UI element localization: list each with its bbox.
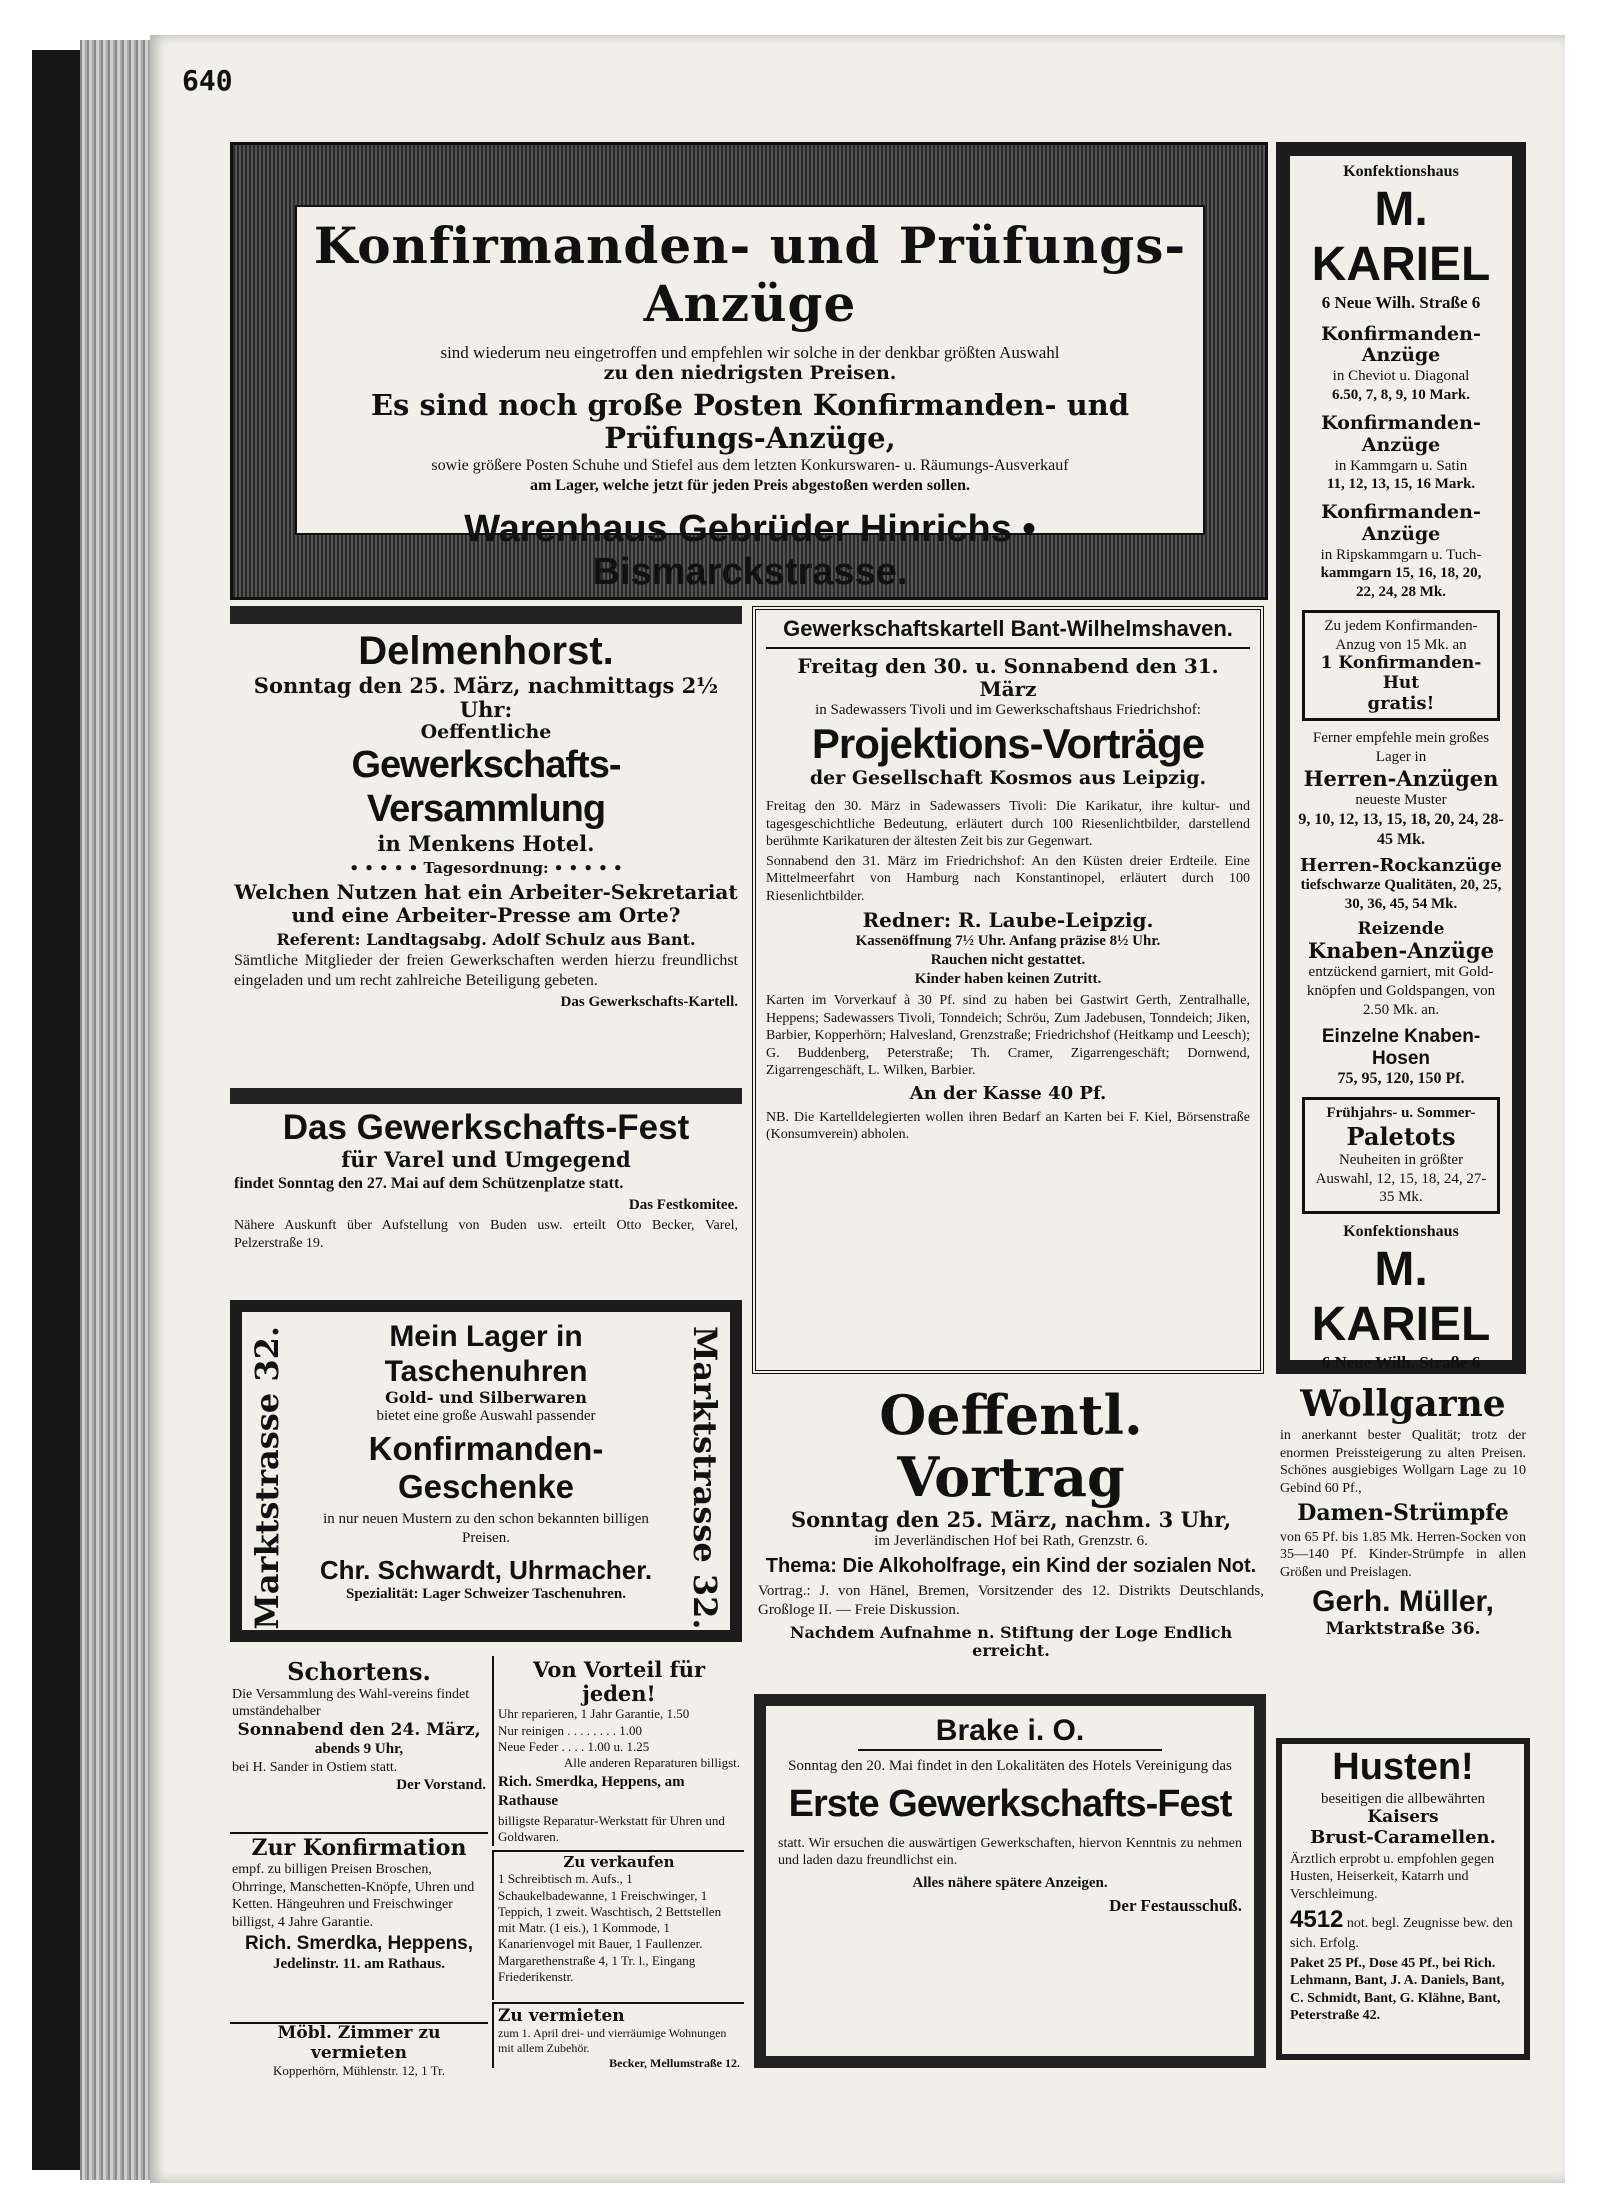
husten-text: Paket 25 Pf., Dose 45 Pf., bei Rich. Lehmann, Bant, J. A. Daniels, Bant, C. Schmidt, Bant, G. Klähne, Bant, Peterstraße 42. <box>1290 1955 1505 2024</box>
kartell-text: NB. Die Kartelldelegierten wollen ihren Bedarf an Karten bei F. Kiel, Börsenstraße (Konsumverein) abholen. <box>766 1109 1250 1143</box>
fest-title: Das Gewerkschafts-Fest <box>282 1108 690 1147</box>
ad-zimmer <box>230 2022 488 2079</box>
kariel-name: M. KARIEL <box>1311 1243 1491 1352</box>
kariel-house: Konfektionshaus <box>1343 163 1459 180</box>
schortens-text: abends 9 Uhr, <box>314 1741 404 1758</box>
verkauf-title: Zu verkaufen <box>563 1853 675 1871</box>
kariel-item: Einzelne Knaben-Hosen <box>1321 1025 1481 1069</box>
delmenhorst-title: Delmenhorst. <box>358 629 614 673</box>
wolle-item: Damen-Strümpfe <box>1297 1500 1509 1527</box>
kartell-text: Karten im Vorverkauf à 30 Pf. sind zu haben bei Gastwirt Gerth, Zentralhalle, Heppens; Sadewassers Tivoli, Tonndeich; Schröu, Zum Jadebusen, Tonndeich; Jiken, Barbier, Kopperhörn; Halvesland, Grenzstraße; Friedrichshof (Heitkamp und Leesch); G. Buddenberg, Peterstraße; Th. Cramer, Zigarrengeschäft; Dornwend, Zigarrengeschäft, L. Wilken, Barbier. <box>766 993 1250 1079</box>
delmenhorst-date: Sonntag den 25. März, nachmittags 2½ Uhr: <box>253 673 719 723</box>
husten-text: Kaisers <box>1367 1807 1439 1828</box>
vortrag-title: Oeffentl. Vortrag <box>879 1383 1143 1510</box>
vorteil-row: billigste Reparatur-Werkstatt für Uhren und Goldwaren. <box>498 1812 725 1845</box>
kariel-gratis-box <box>1302 610 1500 721</box>
delmenhorst-text: Referent: Landtagsabg. Adolf Schulz aus Bant. <box>276 929 696 949</box>
kartell-head: Gewerkschaftskartell Bant-Wilhelmshaven. <box>766 616 1250 649</box>
vortrag-date: Sonntag den 25. März, nachm. 3 Uhr, <box>790 1507 1232 1533</box>
ad-hinrichs-title: Konfirmanden- und Prüfungs-Anzüge <box>313 216 1187 333</box>
page-number: 640 <box>182 64 233 97</box>
kariel-price: 11, 12, 13, 15, 16 Mark. <box>1326 476 1476 493</box>
kartell-text: Kinder haben keinen Zutritt. <box>914 970 1102 987</box>
schwardt-side-right: Marktstrasse 32. <box>686 1326 724 1630</box>
wolle-addr: Marktstraße 36. <box>1325 1618 1481 1639</box>
schwardt-text: in nur neuen Mustern zu den schon bekannten billigen Preisen. <box>323 1511 649 1546</box>
verkauf-text: 1 Schreibtisch m. Aufs., 1 Schaukelbadewanne, 1 Freischwinger, 1 Teppich, 1 zweit. Waschtisch, 2 Bettstellen mit Matr. (1 eis.), 1 Kommode, 1 Kanarienvogel mit Bauer, 1 Faullenzer. Margarethenstraße 4, 1 Tr. l., Eingang Friederikenstr. <box>498 1871 722 1984</box>
husten-text: Brust-Caramellen. <box>1310 1826 1496 1848</box>
schwardt-name: Chr. Schwardt, Uhrmacher. <box>319 1554 653 1585</box>
husten-title: Husten! <box>1332 1746 1474 1788</box>
ad-fest-varel <box>230 1088 742 1294</box>
kariel-box-text: 1 Konfirmanden-Hut <box>1320 653 1482 693</box>
husten-text: not. begl. Zeugnisse bew. den sich. Erfolg. <box>1290 1916 1513 1952</box>
kariel-item: Reizende <box>1357 918 1445 939</box>
schortens-sig: Der Vorstand. <box>396 1777 486 1794</box>
konfirm-addr: Jedelinstr. 11. am Rathaus. <box>273 1956 445 1973</box>
ad-delmenhorst <box>230 606 742 1086</box>
kariel-item: Konfirmanden-Anzüge <box>1321 322 1481 367</box>
vortrag-loc: im Jeverländischen Hof bei Rath, Grenzstr. 6. <box>874 1533 1148 1550</box>
wolle-title: Wollgarne <box>1300 1383 1506 1425</box>
husten-text: Ärztlich erprobt u. empfohlen gegen Husten, Heiserkeit, Katarrh und Verschleimung. <box>1290 1851 1495 1902</box>
kartell-date: Freitag den 30. u. Sonnabend den 31. März <box>797 654 1219 702</box>
kartell-loc: in Sadewassers Tivoli und im Gewerkschaftshaus Friedrichshof: <box>815 702 1201 719</box>
kariel-item: Konfirmanden-Anzüge <box>1321 411 1481 456</box>
husten-text: beseitigen die allbewährten <box>1320 1790 1486 1807</box>
kartell-kasse: An der Kasse 40 Pf. <box>909 1082 1107 1104</box>
schortens-text: Sonnabend den 24. März, <box>237 1719 481 1740</box>
brake-text: statt. Wir ersuchen die auswärtigen Gewerkschaften, hiervon Kenntnis zu nehmen und laden dazu freundlichst ein. <box>778 1835 1242 1869</box>
kartell-text: Kassenöffnung 7½ Uhr. Anfang präzise 8½ Uhr. <box>855 933 1161 950</box>
kariel-item: Herren-Rockanzüge <box>1300 854 1502 876</box>
konfirm-title: Zur Konfirmation <box>251 1835 467 1861</box>
ad-hinrichs-line: Es sind noch große Posten Konfirmanden- und Prüfungs-Anzüge, <box>370 388 1130 456</box>
ad-kartell <box>752 606 1264 1374</box>
schwardt-title: Mein Lager in Taschenuhren <box>384 1320 588 1388</box>
kartell-text: Freitag den 30. März in Sadewassers Tivoli: Die Karikatur, ihre kultur- und tagesgeschichtliche Bedeutung, erläutert durch 100 Riesenlichtbilder, darstellend berühmte Karikaturen der ältesten Zeit bis zur Gegenwart. <box>766 799 1250 850</box>
vortrag-after: Nachdem Aufnahme n. Stiftung der Loge Endlich erreicht. <box>789 1622 1233 1660</box>
vorteil-row: Nur reinigen . . . . . . . . 1.00 <box>498 1722 643 1738</box>
ad-hinrichs-line: am Lager, welche jetzt für jeden Preis abgestoßen werden sollen. <box>529 476 971 494</box>
kariel-name: M. KARIEL <box>1311 183 1491 292</box>
schwardt-text: Gold- und Silberwaren <box>385 1388 587 1407</box>
ad-schortens <box>230 1656 488 1828</box>
kariel-text: entzückend garniert, mit Gold-knöpfen und Goldspangen, von 2.50 Mk. an. <box>1306 964 1496 1018</box>
schwardt-big: Konfirmanden-Geschenke <box>368 1430 604 1506</box>
ad-vermieten <box>492 2002 744 2068</box>
vermieten-text: zum 1. April drei- und vierräumige Wohnungen mit allem Zubehör. <box>498 2026 727 2055</box>
kariel-box-text: Paletots <box>1346 1122 1456 1152</box>
vortrag-thema: Thema: Die Alkoholfrage, ein Kind der sozialen Not. <box>765 1555 1257 1578</box>
delmenhorst-text: Oeffentliche <box>420 721 552 744</box>
ad-hinrichs-line: zu den niedrigsten Preisen. <box>603 362 897 385</box>
kariel-box-text: Frühjahrs- u. Sommer- <box>1326 1105 1476 1122</box>
kariel-addr: 6 Neue Wilh. Straße 6 <box>1321 1353 1481 1373</box>
kariel-text: Lager in <box>1375 748 1427 765</box>
kariel-item: in Cheviot u. Diagonal <box>1332 368 1470 385</box>
brake-title: Brake i. O. <box>858 1714 1162 1751</box>
ad-brake <box>754 1694 1266 2068</box>
vorteil-row: Uhr reparieren, 1 Jahr Garantie, 1.50 <box>498 1706 690 1722</box>
ad-hinrichs-footer: Warenhaus Gebrüder Hinrichs • Bismarckstrasse. <box>464 507 1036 594</box>
kariel-price: 22, 24, 28 Mk. <box>1356 584 1446 601</box>
delmenhorst-big: Gewerkschafts-Versammlung <box>351 744 621 830</box>
kariel-item: Konfirmanden-Anzüge <box>1321 501 1481 545</box>
ad-vortrag <box>752 1380 1270 1688</box>
vorteil-row: Neue Feder . . . . 1.00 u. 1.25 <box>498 1738 650 1754</box>
ad-hinrichs-line: sind wiederum neu eingetroffen und empfehlen wir solche in der denkbar größten Auswahl <box>440 343 1060 362</box>
kartell-big: Projektions-Vorträge <box>811 720 1205 768</box>
kariel-house: Konfektionshaus <box>1343 1223 1459 1241</box>
kariel-item: neueste Muster <box>1355 791 1447 808</box>
delmenhorst-body: Sämtliche Mitglieder der freien Gewerkschaften werden hierzu freundlichst eingeladen und um recht zahlreiche Beteiligung gebeten. <box>234 952 738 990</box>
ad-vorteil <box>492 1656 744 1846</box>
brake-sig: Der Festausschuß. <box>1109 1895 1242 1915</box>
kariel-price: 9, 10, 12, 13, 15, 18, 20, 24, 28-45 Mk. <box>1298 810 1504 848</box>
vermieten-title: Zu vermieten <box>498 2006 625 2026</box>
ad-kariel <box>1276 142 1526 1374</box>
kariel-item: in Ripskammgarn u. Tuch- <box>1320 546 1482 563</box>
kariel-box-text: Neuheiten in größter Auswahl, 12, 15, 18, 24, 27-35 Mk. <box>1315 1151 1487 1206</box>
konfirm-name: Rich. Smerdka, Heppens, <box>244 1933 474 1955</box>
fest-text: findet Sonntag den 27. Mai auf dem Schützenplatze statt. <box>234 1175 624 1193</box>
kariel-text: Ferner empfehle mein großes <box>1312 730 1490 747</box>
kariel-price: 6.50, 7, 8, 9, 10 Mark. <box>1332 387 1470 404</box>
kariel-item: in Kammgarn u. Satin <box>1334 457 1468 474</box>
page-edges <box>80 40 160 2180</box>
kariel-price: 75, 95, 120, 150 Pf. <box>1337 1070 1465 1088</box>
ad-husten <box>1276 1738 1530 2060</box>
fest-text: Nähere Auskunft über Aufstellung von Buden usw. erteilt Otto Becker, Varel, Pelzerstraße 19. <box>234 1218 738 1251</box>
kartell-text: Sonnabend den 31. März im Friedrichshof: An den Küsten dreier Erdteile. Eine Mittelmeerfahrt von Hamburg nach Konstantinopel, erläutert durch 100 Riesenlichtbilder. <box>766 853 1250 904</box>
zimmer-addr: Kopperhörn, Mühlenstr. 12, 1 Tr. <box>273 2063 445 2079</box>
wolle-text: in anerkannt bester Qualität; trotz der enormen Preissteigerung zu alten Preisen. Schönes ausgiebiges Wollgarn Lage zu 10 Gebind 60 Pf., <box>1280 1428 1526 1496</box>
vorteil-title: Von Vorteil für jeden! <box>532 1657 706 1707</box>
kariel-price: tiefschwarze Qualitäten, 20, 25, 30, 36, 45, 54 Mk. <box>1300 877 1502 913</box>
kartell-redner: Redner: R. Laube-Leipzig. <box>862 908 1154 933</box>
schortens-title: Schortens. <box>287 1657 431 1686</box>
vermieten-sig: Becker, Mellumstraße 12. <box>609 2056 740 2070</box>
brake-big: Erste Gewerkschafts-Fest <box>788 1783 1232 1826</box>
ad-schwardt <box>230 1300 742 1642</box>
schwardt-text: Spezialität: Lager Schweizer Taschenuhren. <box>345 1586 626 1603</box>
ad-verkauf <box>492 1850 744 2000</box>
kariel-box-text: Zu jedem Konfirmanden-Anzug von 15 Mk. an <box>1324 617 1478 653</box>
ad-hinrichs-line: sowie größere Posten Schuhe und Stiefel aus dem letzten Konkurswaren- u. Räumungs-Ausverkauf <box>431 456 1069 474</box>
kariel-addr: 6 Neue Wilh. Straße 6 <box>1321 293 1481 313</box>
kartell-sub: der Gesellschaft Kosmos aus Leipzig. <box>809 767 1207 790</box>
kariel-item: kammgarn 15, 16, 18, 20, <box>1320 565 1482 582</box>
vortrag-text: Vortrag.: J. von Hänel, Bremen, Vorsitzender des 12. Distrikts Deutschlands, Großloge II. — Freie Diskussion. <box>758 1583 1264 1618</box>
schwardt-text: bietet eine große Auswahl passender <box>376 1408 596 1425</box>
delmenhorst-text: • • • • • Tagesordnung: • • • • • <box>349 858 623 877</box>
vorteil-row: Alle anderen Reparaturen billigst. <box>563 1755 740 1771</box>
husten-num-line <box>1290 1905 1516 1953</box>
ad-konfirmation <box>230 1832 488 2020</box>
wolle-name: Gerh. Müller, <box>1312 1585 1494 1619</box>
vorteil-name: Rich. Smerdka, Heppens, am Rathause <box>498 1774 685 1810</box>
kariel-item: Knaben-Anzüge <box>1308 938 1494 964</box>
book-spine <box>32 50 80 2170</box>
schortens-text: Die Versammlung des Wahl-vereins findet umständehalber <box>232 1686 470 1720</box>
delmenhorst-text: in Menkens Hotel. <box>377 830 595 856</box>
brake-text: Alles nähere spätere Anzeigen. <box>912 1874 1108 1891</box>
husten-num: 4512 <box>1290 1906 1344 1934</box>
kartell-text: Rauchen nicht gestattet. <box>930 951 1086 968</box>
kariel-item: Herren-Anzügen <box>1303 765 1499 791</box>
schwardt-side-left: Marktstrasse 32. <box>248 1326 286 1630</box>
delmenhorst-question: Welchen Nutzen hat ein Arbeiter-Sekretariat und eine Arbeiter-Presse am Orte? <box>234 879 738 927</box>
schortens-text: bei H. Sander in Ostiem statt. <box>232 1759 398 1775</box>
zimmer-title: Möbl. Zimmer zu vermieten <box>277 2023 441 2063</box>
brake-text: Sonntag den 20. Mai findet in den Lokalitäten des Hotels Vereinigung das <box>788 1757 1232 1774</box>
delmenhorst-sig: Das Gewerkschafts-Kartell. <box>560 994 738 1011</box>
kariel-paletots-box <box>1302 1097 1500 1214</box>
kariel-box-text: gratis! <box>1367 692 1435 714</box>
konfirm-text: empf. zu billigen Preisen Broschen, Ohrringe, Manschetten-Knöpfe, Uhren und Ketten. Hängeuhren und Freischwinger billigst, 4 Jahre Garantie. <box>232 1862 475 1930</box>
fest-sig: Das Festkomitee. <box>628 1197 738 1214</box>
wolle-text: von 65 Pf. bis 1.85 Mk. Herren-Socken von 35—140 Pf. Kinder-Strümpfe in allen Größen und Preislagen. <box>1280 1529 1526 1580</box>
ad-hinrichs <box>230 142 1268 600</box>
ad-wolle <box>1276 1380 1530 1730</box>
fest-sub: für Varel und Umgegend <box>341 1147 631 1173</box>
